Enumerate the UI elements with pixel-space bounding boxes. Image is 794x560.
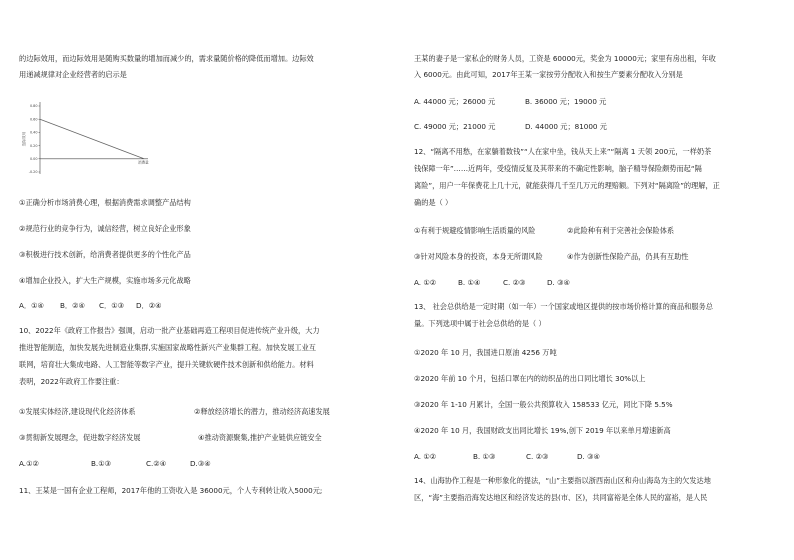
q11-line: 王某的妻子是一家私企的财务人员，工资是 60000元，奖金为 10000元；家里有房出租，年收 [414,54,716,63]
q10-option: ①发展实体经济,建设现代化经济体系 [19,407,136,416]
q11-line: 11、王某是一国有企业工程师，2017年他的工资收入是 36000元，个人专利转让收入5000元; [19,486,323,495]
q10-option: ②释放经济增长的潜力，推动经济高速发展 [194,407,330,416]
q13-line: 量。下列选项中属于社会总供给的是（ ） [414,319,546,328]
q12-line: 离险”，用户一年保费花上几十元，就能获得几千至几万元的理赔额。下列对“隔离险”的理解，正 [414,181,720,190]
q13-answer: C. ②③ [526,452,549,461]
q8-answer: B．②④ [60,301,86,310]
q11-answer: A. 44000 元；26000 元 [414,97,496,106]
y-axis-label: 边际效用 [22,131,26,147]
q10-line: 表明，2022年政府工作要注重： [19,377,124,386]
q13-option: ④2020 年 10 月，我国财政支出同比增长 19%,创下 2019 年以来单月增速新高 [414,426,671,435]
y-tick-label: 0.00 [29,157,38,161]
q10-answer: A.①② [19,459,39,468]
q12-answer: C. ②③ [503,278,526,287]
x-axis-label: 消费量 [138,160,149,165]
q13-option: ②2020 年前 10 个月，包括口罩在内的纺织品的出口同比增长 30%以上 [414,374,646,383]
q12-option: ③针对风险本身的投资，本身无所谓风险 [414,252,543,261]
q14-line: 14、山海协作工程是一种形象化的提法，“山”主要指以浙西南山区和舟山海岛为主的欠发达地 [414,476,711,485]
marginal-utility-chart [22,100,152,178]
q13-option: ③2020 年 1-10 月累计，全国一般公共预算收入 158533 亿元，同比下降 5.5% [414,400,673,409]
q10-answer: D.③④ [190,459,211,468]
q11-answer: B. 36000 元；19000 元 [525,97,607,106]
q10-line: 推进智能制造，加快发展先进制造业集群,实施国家战略性新兴产业集群工程。加快发展工业互 [19,343,316,352]
q8-option: ③积极进行技术创新，给消费者提供更多的个性化产品 [19,250,191,259]
q10-answer: C.②④ [146,459,167,468]
q12-option: ④作为创新性保险产品，仍具有互助性 [567,252,689,261]
q12-answer: A. ①② [414,278,437,287]
intro-line: 用递减规律对企业经营者的启示是 [19,70,127,79]
y-tick-label: -0.20 [28,170,38,175]
q10-answer: B.①③ [91,459,112,468]
q12-answer: B. ①④ [458,278,481,287]
y-tick-label: 0.60 [29,117,38,122]
utility-series-line [40,119,144,159]
q13-line: 13、 社会总供给是一定时期（如一年）一个国家或地区提供的按市场价格计算的商品和服务总 [414,302,713,311]
q13-answer: B. ①③ [473,452,496,461]
q12-option: ②此险种有利于完善社会保险体系 [567,226,675,235]
q10-line: 10、2022年《政府工作报告》强调，启动一批产业基础再造工程项目促进传统产业升级，大力 [19,326,320,335]
q11-answer: C. 49000 元；21000 元 [414,122,496,131]
q8-answer: D．②④ [136,301,162,310]
q12-answer: D. ③④ [547,278,570,287]
q14-line: 区，“海”主要指沿海发达地区和经济发达的县(市、区)，共同富裕是全体人民的富裕，是人民 [414,493,708,502]
q12-line: 钱保障一年”……近两年，受疫情反复及其带来的不确定性影响，脑子精导保险颇势而起“隔 [414,164,702,173]
y-tick-label: 0.40 [29,130,38,135]
q10-line: 联网，培育壮大集成电路、人工智能等数字产业，提升关键软硬件技术创新和供给能力。材料 [19,360,314,369]
q13-answer: D. ③④ [577,452,600,461]
q12-line: 确的是（ ） [414,198,453,207]
q8-option: ④增加企业投入，扩大生产规模，实施市场多元化战略 [19,276,191,285]
q13-answer: A. ①② [414,452,437,461]
q8-option: ①正确分析市场消费心理，根据消费需求调整产品结构 [19,198,191,207]
y-tick-label: 0.80 [29,104,38,109]
q12-line: 12、“隔离不用愁，在家躺着数钱”“人在家中坐，钱从天上来”“隔离 1 天领 200元，一样奶茶 [414,147,712,156]
y-tick-label: 0.20 [29,143,38,148]
q11-answer: D. 44000 元；81000 元 [525,122,607,131]
q10-option: ③贯彻新发展理念，促进数字经济发展 [19,433,141,442]
q12-option: ①有利于规避疫情影响生活质量的风险 [414,226,536,235]
q13-option: ①2020 年 10 月，我国进口原油 4256 万吨 [414,348,557,357]
q8-answer: C．①③ [99,301,125,310]
q11-line: 入 6000元。由此可知，2017年王某一家按劳分配收入和按生产要素分配收入分别是 [414,70,683,79]
q8-answer: A．①④ [19,301,44,310]
q8-option: ②规范行业的竞争行为，诚信经营，树立良好企业形象 [19,224,191,233]
q10-option: ④推动资源聚集,推护产业链供应链安全 [198,433,322,442]
intro-line: 的边际效用，而边际效用是随购买数量的增加而减少的，需求量随价格的降低而增加。边际效 [19,54,314,63]
